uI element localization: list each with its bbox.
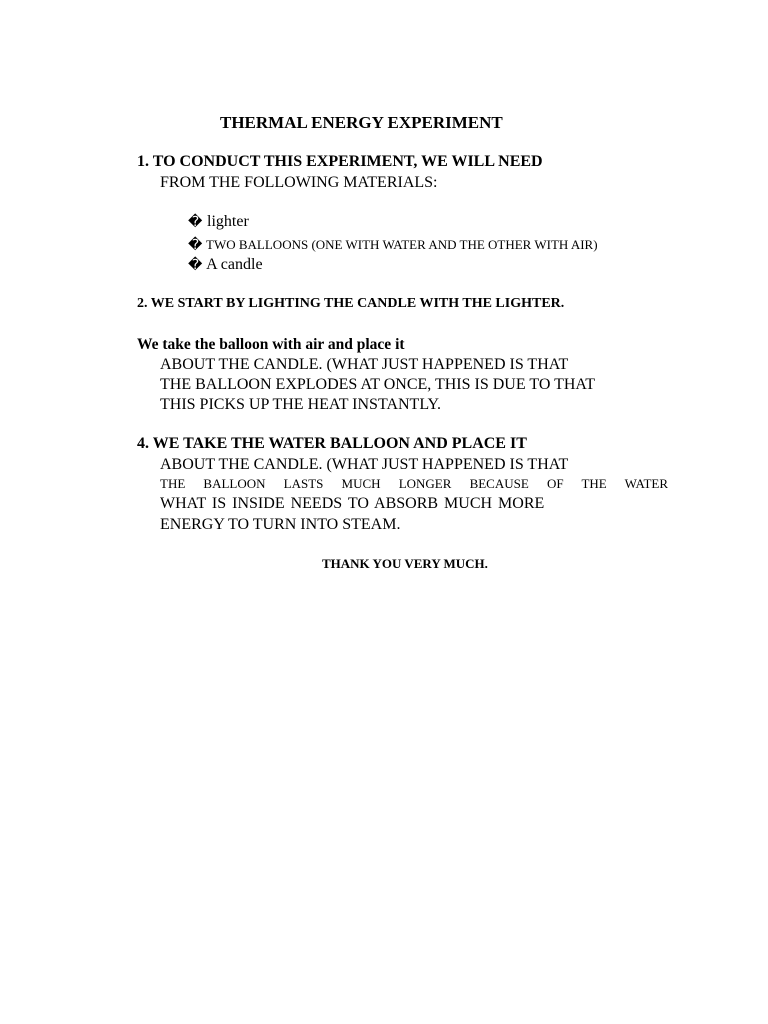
step3-line-2: THE BALLOON EXPLODES AT ONCE, THIS IS DUE TO THAT bbox=[160, 376, 595, 393]
step4-line-1: ABOUT THE CANDLE. (WHAT JUST HAPPENED IS THAT bbox=[160, 456, 569, 473]
step3-heading: We take the balloon with air and place it bbox=[137, 336, 405, 353]
material-candle: A candle bbox=[206, 256, 263, 273]
step1-heading: 1. TO CONDUCT THIS EXPERIMENT, WE WILL NEED bbox=[137, 153, 543, 170]
list-item bbox=[188, 238, 598, 252]
material-balloons: TWO BALLOONS (ONE WITH WATER AND THE OTHER WITH AIR) bbox=[206, 237, 598, 252]
step4-line-4: ENERGY TO TURN INTO STEAM. bbox=[160, 516, 401, 533]
list-item bbox=[188, 214, 249, 230]
missing-glyph-bullet-icon: � bbox=[188, 237, 203, 253]
step4-heading: 4. WE TAKE THE WATER BALLOON AND PLACE IT bbox=[137, 435, 527, 452]
step3-line-1: ABOUT THE CANDLE. (WHAT JUST HAPPENED IS THAT bbox=[160, 356, 569, 373]
list-item bbox=[188, 257, 263, 273]
step4-line-3: WHAT IS INSIDE NEEDS TO ABSORB MUCH MORE bbox=[160, 495, 545, 512]
step2-text: 2. WE START BY LIGHTING THE CANDLE WITH THE LIGHTER. bbox=[137, 296, 565, 311]
step3-line-3: THIS PICKS UP THE HEAT INSTANTLY. bbox=[160, 396, 441, 413]
material-lighter: lighter bbox=[207, 213, 249, 230]
closing-text: THANK YOU VERY MUCH. bbox=[322, 556, 488, 571]
missing-glyph-bullet-icon: � bbox=[188, 214, 203, 230]
step4-line-2: THE BALLOON LASTS MUCH LONGER BECAUSE OF THE WATER bbox=[160, 476, 668, 491]
document-title: THERMAL ENERGY EXPERIMENT bbox=[220, 113, 503, 132]
step1-continuation: FROM THE FOLLOWING MATERIALS: bbox=[160, 174, 438, 191]
missing-glyph-bullet-icon: � bbox=[188, 257, 203, 273]
